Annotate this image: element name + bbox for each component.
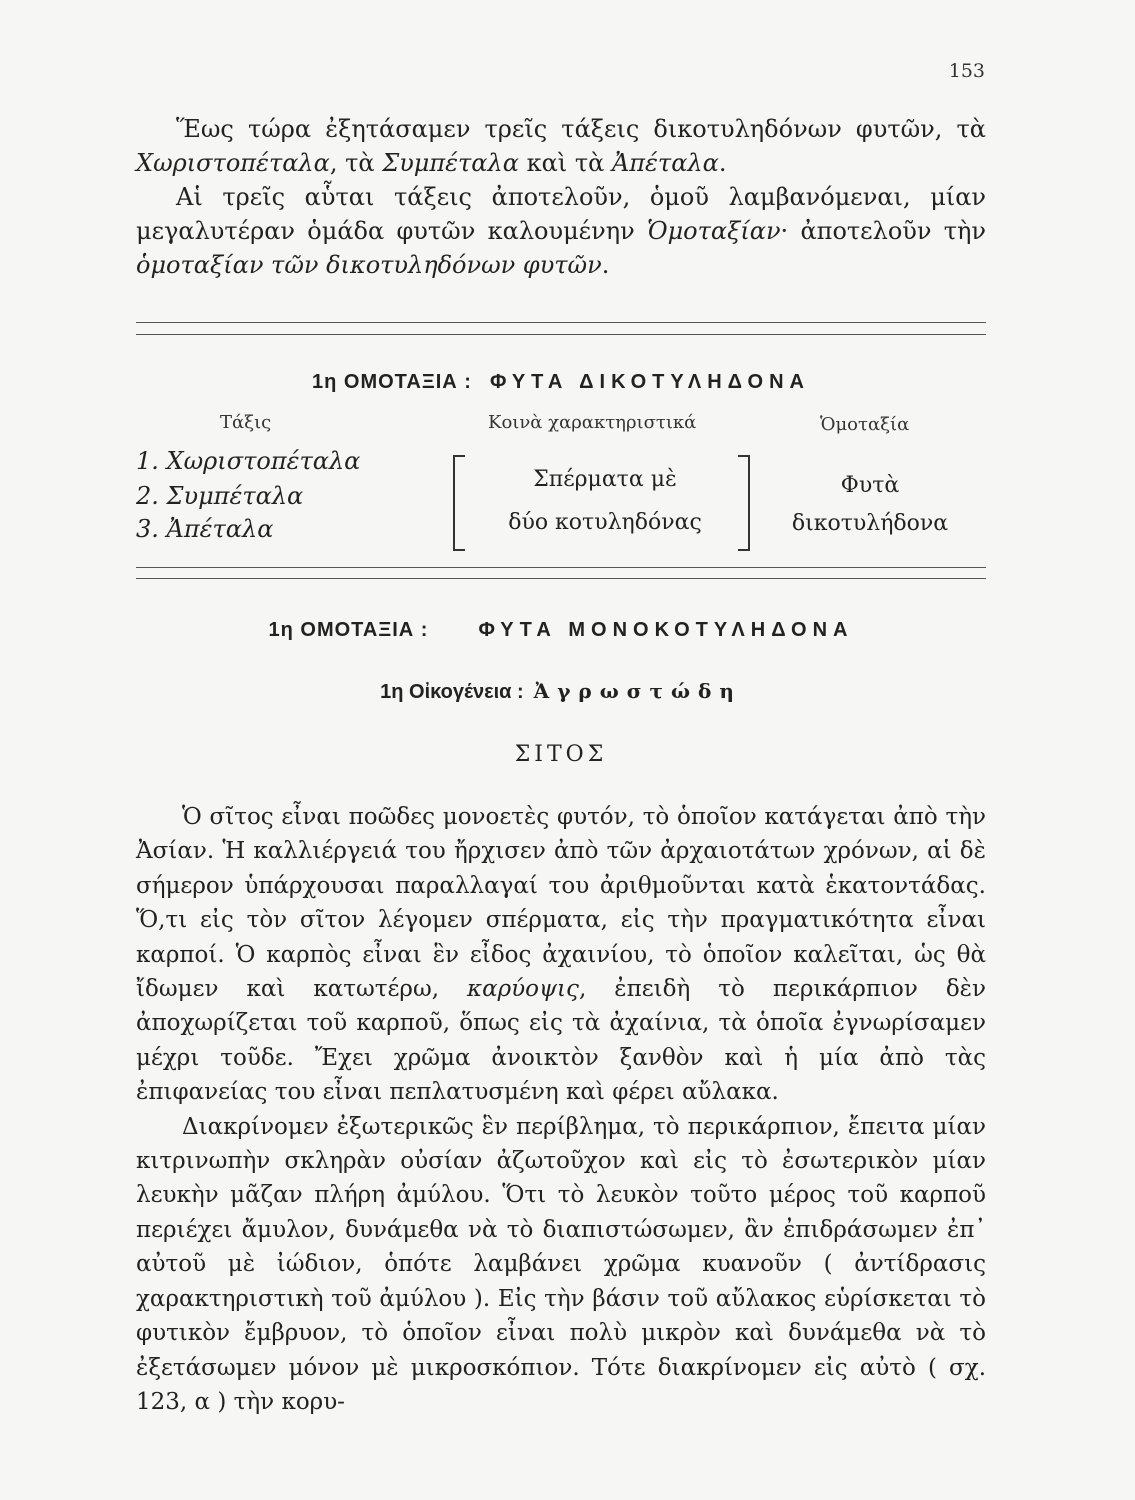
intro-paragraph-2: Αἱ τρεῖς αὗται τάξεις ἀποτελοῦν, ὁμοῦ λαμβανόμεναι, μίαν μεγαλυτέραν ὁμάδα φυτῶν καλουμένην Ὁμοταξίαν· ἀποτελοῦν τὴν ὁμοταξίαν τῶν δικοτυληδόνων φυτῶν. xyxy=(136,183,986,279)
bracket-right xyxy=(738,455,750,551)
family-title: 1η Οἰκογένεια : Ἀγρωστώδη xyxy=(380,679,742,703)
characteristic-line: Σπέρματα μὲ xyxy=(533,467,677,492)
divider-top-2 xyxy=(136,334,986,335)
order-item: 1. Χωριστοπέταλα xyxy=(136,447,361,475)
body-paragraph-1: Ὁ σῖτος εἶναι ποῶδες μονοετὲς φυτόν, τὸ ὁποῖον κατάγεται ἀπὸ τὴν Ἀσίαν. Ἡ καλλιέργειά του ἤρχισεν ἀπὸ τῶν ἀρχαιοτάτων χρόνων, αἱ δὲ σήμερον ὑπάρχουσαι παραλλαγαί του ἀριθμοῦνται κατὰ ἑκατοντάδας. Ὅ,τι εἰς τὸν σῖτον λέγομεν σπέρματα, εἰς τὴν πραγματικότητα εἶναι καρποί. Ὁ καρπὸς εἶναι ἓν εἶδος ἀχαινίου, τὸ ὁποῖον καλεῖται, ὡς θὰ ἴδωμεν καὶ κατωτέρω, καρύοψις, ἐπειδὴ τὸ περικάρπιον δὲν ἀποχωρίζεται τοῦ καρποῦ, ὅπως εἰς τὰ ἀχαίνια, τὰ ὁποῖα ἐγνωρίσαμεν μέχρι τοῦδε. Ἔχει χρῶμα ἀνοικτὸν ξανθὸν καὶ ἡ μία ἀπὸ τὰς ἐπιφανείας του εἶναι πεπλατυσμένη καὶ φέρει αὔλακα. xyxy=(136,804,987,1106)
divider-mid-1 xyxy=(136,567,986,568)
header-characteristics: Κοινὰ χαρακτηριστικά xyxy=(488,412,697,433)
class-title-dicot: 1η ΟΜΟΤΑΞΙΑ : ΦΥΤΑ ΔΙΚΟΤΥΛΗΔΟΝΑ xyxy=(312,371,810,393)
body-text xyxy=(136,800,986,1419)
intro-paragraph-1: Ἕως τώρα ἐξητάσαμεν τρεῖς τάξεις δικοτυληδόνων φυτῶν, τὰ Χωριστοπέταλα, τὰ Συμπέταλα καὶ τὰ Ἀπέταλα. xyxy=(136,115,986,177)
bracket-left xyxy=(453,455,465,551)
intro-section xyxy=(136,112,986,282)
order-item: 3. Ἀπέταλα xyxy=(136,515,274,543)
class-name-line: Φυτὰ xyxy=(840,473,900,498)
order-item: 2. Συμπέταλα xyxy=(136,482,304,510)
header-order: Τάξις xyxy=(220,412,272,433)
section-title: ΣΙΤΟΣ xyxy=(514,742,608,767)
characteristic-line: δύο κοτυληδόνας xyxy=(508,510,702,535)
divider-mid-2 xyxy=(136,578,986,579)
page-number: 153 xyxy=(948,60,985,82)
body-paragraph-2: Διακρίνομεν ἐξωτερικῶς ἓν περίβλημα, τὸ περικάρπιον, ἔπειτα μίαν κιτρινωπὴν σκληρὰν οὐσίαν ἀζωτοῦχον καὶ εἰς τὸ ἐσωτερικὸν μίαν λευκὴν μᾶζαν πλήρη ἀμύλου. Ὅτι τὸ λευκὸν τοῦτο μέρος τοῦ καρποῦ περιέχει ἄμυλον, δυνάμεθα νὰ τὸ διαπιστώσωμεν, ἂν ἐπιδράσωμεν ἐπ᾽ αὐτοῦ μὲ ἰώδιον, ὁπότε λαμβάνει χρῶμα κυανοῦν ( ἀντίδρασις χαρακτηριστικὴ τοῦ ἀμύλου ). Εἰς τὴν βάσιν τοῦ αὔλακος εὑρίσκεται τὸ φυτικὸν ἔμβρυον, τὸ ὁποῖον εἶναι πολὺ μικρὸν καὶ δυνάμεθα νὰ τὸ ἐξετάσωμεν μόνον μὲ μικροσκόπιον. Τότε διακρίνομεν εἰς αὐτὸ ( σχ. 123, α ) τὴν κορυ- xyxy=(136,1113,986,1415)
divider-top-1 xyxy=(136,322,986,323)
class-title-monocot: 1η ΟΜΟΤΑΞΙΑ : ΦΥΤΑ ΜΟΝΟΚΟΤΥΛΗΔΟΝΑ xyxy=(268,619,854,641)
class-name-line: δικοτυλήδονα xyxy=(791,511,949,536)
header-class: Ὁμοταξία xyxy=(820,414,910,435)
